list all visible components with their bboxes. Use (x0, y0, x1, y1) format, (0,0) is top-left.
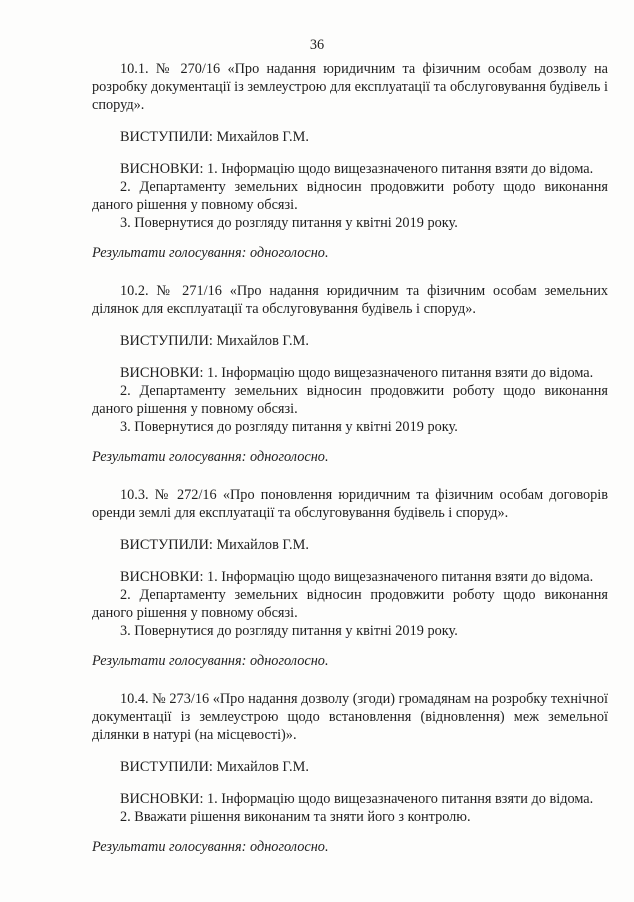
agenda-item-title: 10.2. № 271/16 «Про надання юридичним та фізичним особам земельних ділянок для експлуатації та обслуговування будівель і споруд». (92, 283, 608, 317)
page-number: 36 (309, 37, 325, 53)
speakers-line: ВИСТУПИЛИ: Михайлов Г.М. (120, 333, 309, 349)
agenda-item-title: 10.4. № 273/16 «Про надання дозволу (згоди) громадянам на розробку технічної документації із землеустрою щодо встановлення (відновлення) меж земельної ділянки в натурі (на місцевості)». (92, 691, 608, 743)
voting-result: Результати голосування: одноголосно. (92, 839, 329, 855)
agenda-item-title: 10.3. № 272/16 «Про поновлення юридичним та фізичним особам договорів оренди землі для експлуатації та обслуговування будівель і споруд». (92, 487, 608, 521)
voting-result: Результати голосування: одноголосно. (92, 245, 329, 261)
conclusion-item-1: ВИСНОВКИ: 1. Інформацію щодо вищезазначеного питання взяти до відома. (120, 161, 594, 177)
conclusion-item-1: ВИСНОВКИ: 1. Інформацію щодо вищезазначеного питання взяти до відома. (120, 569, 594, 585)
speakers-line: ВИСТУПИЛИ: Михайлов Г.М. (120, 537, 309, 553)
agenda-item-10-1 (92, 60, 608, 262)
conclusion-item-3: 3. Повернутися до розгляду питання у квітні 2019 року. (120, 215, 458, 231)
conclusion-item-2: 2. Департаменту земельних відносин продовжити роботу щодо виконання даного рішення у повному обсязі. (92, 179, 608, 213)
voting-result: Результати голосування: одноголосно. (92, 653, 329, 669)
conclusions-block (92, 364, 608, 436)
conclusions-block (92, 790, 608, 826)
page-content (92, 60, 608, 856)
conclusion-item-2: 2. Вважати рішення виконаним та зняти його з контролю. (120, 809, 471, 825)
conclusions-block (92, 568, 608, 640)
conclusion-item-2: 2. Департаменту земельних відносин продовжити роботу щодо виконання даного рішення у повному обсязі. (92, 383, 608, 417)
conclusion-item-1: ВИСНОВКИ: 1. Інформацію щодо вищезазначеного питання взяти до відома. (120, 365, 594, 381)
conclusion-item-3: 3. Повернутися до розгляду питання у квітні 2019 року. (120, 623, 458, 639)
conclusion-item-3: 3. Повернутися до розгляду питання у квітні 2019 року. (120, 419, 458, 435)
agenda-item-10-2 (92, 282, 608, 466)
speakers-line: ВИСТУПИЛИ: Михайлов Г.М. (120, 759, 309, 775)
conclusion-item-1: ВИСНОВКИ: 1. Інформацію щодо вищезазначеного питання взяти до відома. (120, 791, 594, 807)
agenda-item-10-3 (92, 486, 608, 670)
conclusion-item-2: 2. Департаменту земельних відносин продовжити роботу щодо виконання даного рішення у повному обсязі. (92, 587, 608, 621)
voting-result: Результати голосування: одноголосно. (92, 449, 329, 465)
agenda-item-title: 10.1. № 270/16 «Про надання юридичним та фізичним особам дозволу на розробку документації із землеустрою для експлуатації та обслуговування будівель і споруд». (92, 61, 608, 113)
conclusions-block (92, 160, 608, 232)
speakers-line: ВИСТУПИЛИ: Михайлов Г.М. (120, 129, 309, 145)
agenda-item-10-4 (92, 690, 608, 856)
